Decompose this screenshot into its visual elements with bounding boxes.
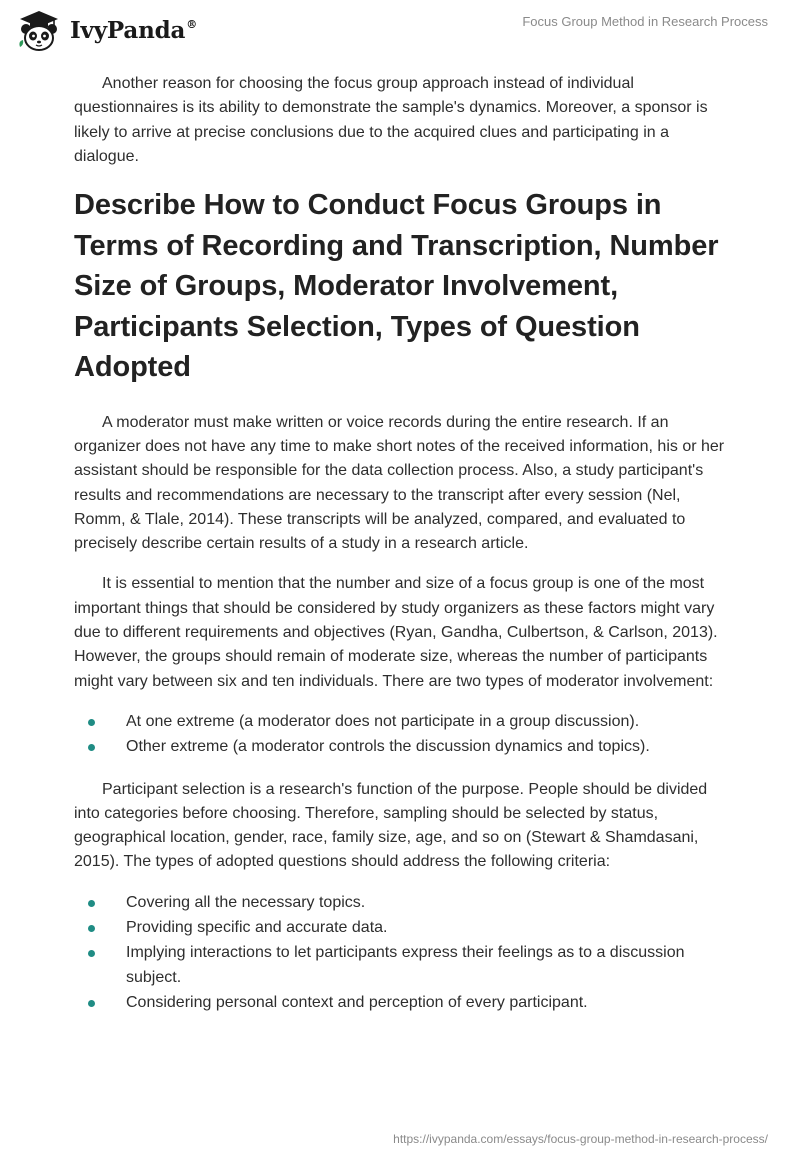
list-item: Implying interactions to let participants express their feelings as to a discussion subject. xyxy=(74,941,734,990)
list-item: Considering personal context and perception of every participant. xyxy=(74,991,734,1015)
panda-graduate-icon xyxy=(14,7,64,53)
bullet-icon xyxy=(88,950,95,957)
section-heading: Describe How to Conduct Focus Groups in Terms of Recording and Transcription, Number Size of Groups, Moderator Involvement, Participants Selection, Types of Question Adopted xyxy=(74,189,719,384)
bullet-icon xyxy=(88,925,95,932)
source-url[interactable]: https://ivypanda.com/essays/focus-group-method-in-research-process/ xyxy=(393,1132,768,1146)
bullet-icon xyxy=(88,719,95,726)
list-item: At one extreme (a moderator does not participate in a group discussion). xyxy=(74,710,734,734)
paragraph-group-size: It is essential to mention that the number and size of a focus group is one of the most important things that should be considered by study organizers as these factors might vary due to different requirements and objectives (Ryan, Gandha, Culbertson, & Carlson, 2013). However, the groups should remain of moderate size, whereas the number of participants might vary between six and ten individuals. There are two types of moderator involvement: xyxy=(74,575,718,690)
brand-name: IvyPanda® xyxy=(70,16,197,44)
paragraph-intro: Another reason for choosing the focus group approach instead of individual questionnaires is its ability to demonstrate the sample's dynamics. Moreover, a sponsor is likely to arrive at precise conclusions due to the acquired clues and participating in a dialogue. xyxy=(74,75,708,165)
list-item: Covering all the necessary topics. xyxy=(74,891,734,915)
list-item: Providing specific and accurate data. xyxy=(74,916,734,940)
article-body xyxy=(74,72,734,1033)
ivypanda-logo[interactable] xyxy=(14,6,197,54)
bullet-icon xyxy=(88,744,95,751)
list-item: Other extreme (a moderator controls the discussion dynamics and topics). xyxy=(74,735,734,759)
paragraph-participant-selection: Participant selection is a research's function of the purpose. People should be divided into categories before choosing. Therefore, sampling should be selected by status, geographical location, gender, race, family size, age, and so on (Stewart & Shamdasani, 2015). The types of adopted questions should address the following criteria: xyxy=(74,780,708,871)
bullet-icon xyxy=(88,900,95,907)
document-title: Focus Group Method in Research Process xyxy=(522,14,768,29)
bullet-icon xyxy=(88,1000,95,1007)
page-header xyxy=(0,0,800,60)
question-criteria-list xyxy=(74,891,734,1015)
paragraph-recording: A moderator must make written or voice records during the entire research. If an organizer does not have any time to make short notes of the received information, his or her assistant should be responsible for the data collection process. Also, a study participant's results and recommendations are necessary to the transcript after every session (Nel, Romm, & Tlale, 2014). These transcripts will be analyzed, compared, and evaluated to precisely describe certain results of a study in a research article. xyxy=(74,413,725,553)
moderator-involvement-list xyxy=(74,710,734,760)
